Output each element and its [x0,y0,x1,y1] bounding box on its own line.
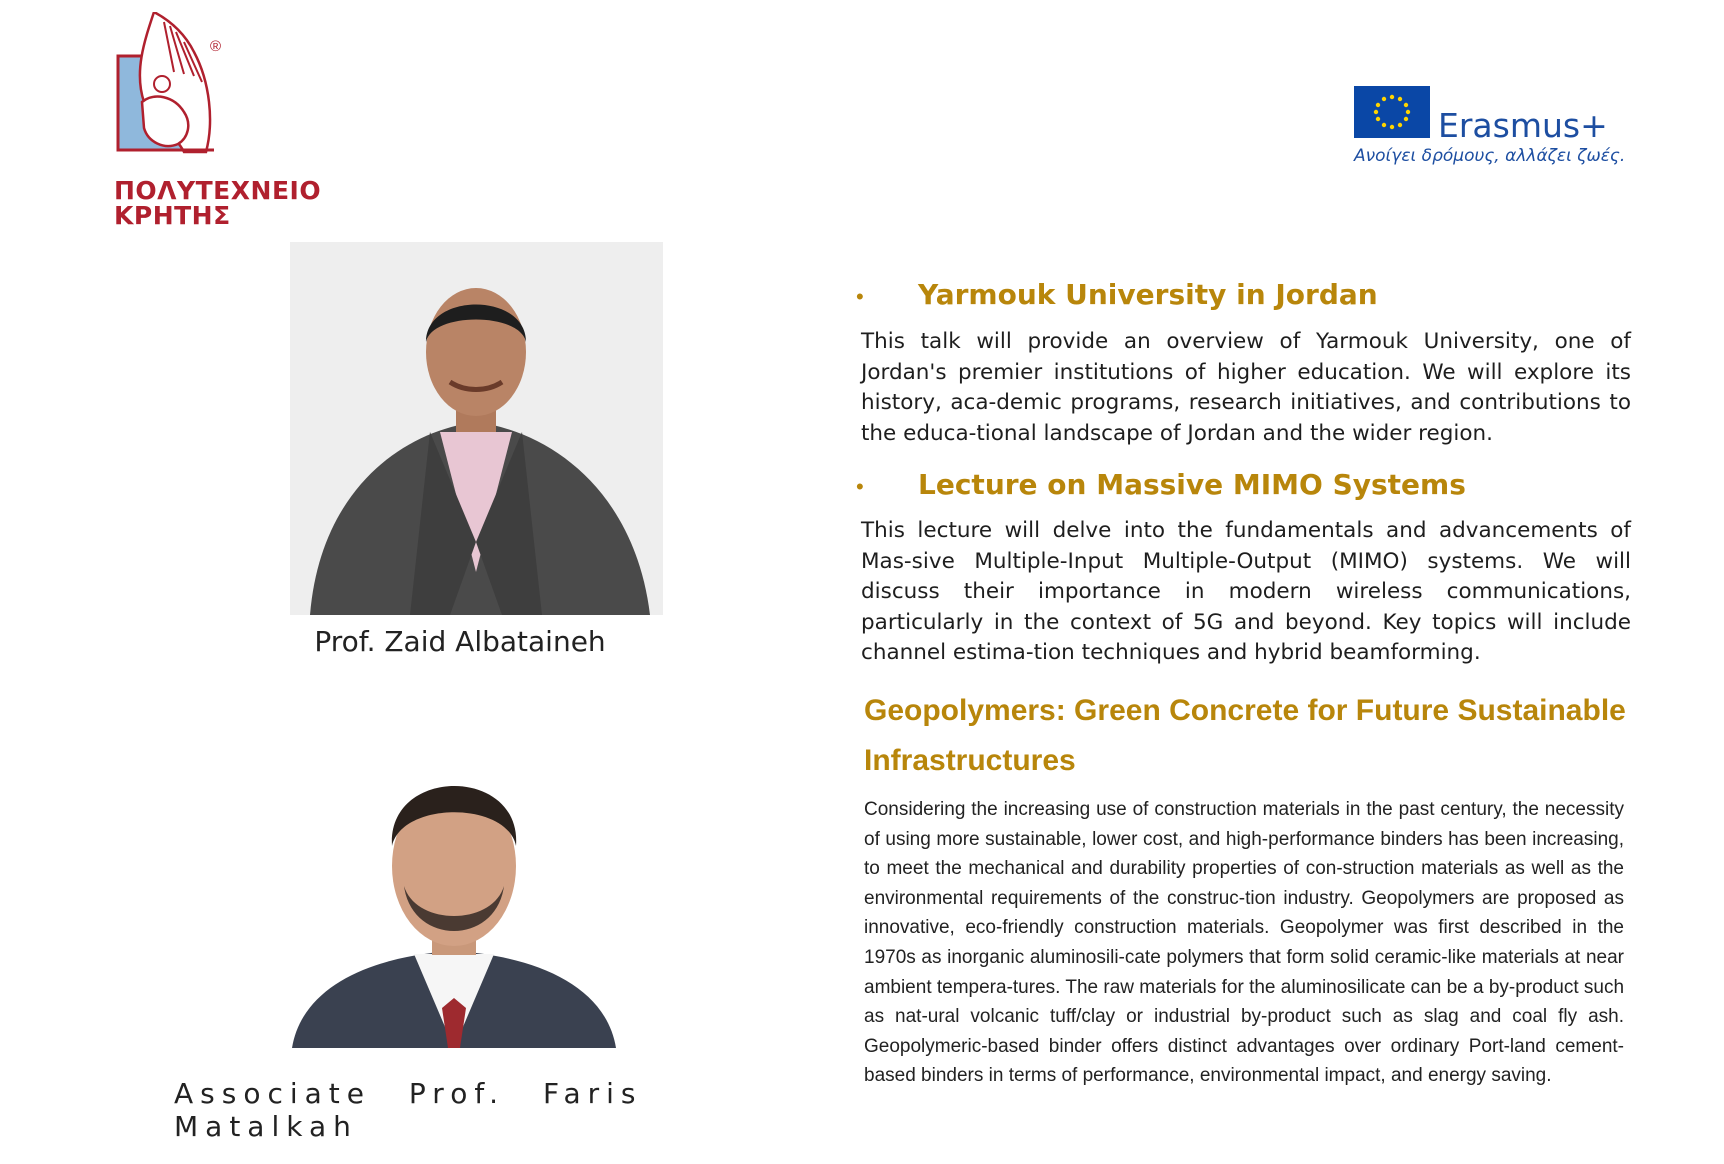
talk-description-3: Considering the increasing use of construction materials in the past century, the necessity of using more sustainable, lower cost, and high-performance binders has been increasing, to meet the mechanical and durability properties of con-struction materials as well as the environmental requirements of the construc-tion industry. Geopolymers are proposed as innovative, eco-friendly construction materials. Geopolymer was first described in the 1970s as inorganic aluminosili-cate polymers that form solid ceramic-like materials at near ambient tempera-tures. The raw materials for the aluminosilicate can be a by-product such as nat-ural volcanic tuff/clay or industrial by-product such as slag and coal fly ash. Geopolymeric-based binder offers distinct advantages over ordinary Port-land cement-based binders in terms of performance, environmental impact, and energy saving. [864,799,1625,1087]
portrait-photo-icon [290,242,663,615]
eu-flag-icon [1354,86,1430,138]
talk-description-1: This talk will provide an overview of Yarmouk University, one of Jordan's premier institutions of higher education. We will explore its history, aca-demic programs, research initiatives, and contributions to the educa-tional landscape of Jordan and the wider region. [861,329,1631,446]
talk-title-2: Lecture on Massive MIMO Systems [918,468,1466,501]
talk-description-2: This lecture will delve into the fundamentals and advancements of Mas-sive Multiple-Input Multiple-Output (MIMO) systems. We will discuss their importance in modern wireless communications, particularly in the context of 5G and beyond. Key topics will include channel estima-tion techniques and hybrid beamforming. [861,518,1631,665]
erasmus-logo [1354,86,1634,176]
erasmus-name: Erasmus+ [1438,106,1608,145]
tuc-logo [114,12,334,230]
talk-title-1: Yarmouk University in Jordan [918,278,1378,311]
erasmus-tagline: Ανοίγει δρόμους, αλλάζει ζωές. [1354,146,1626,166]
bullet-icon: • [856,284,864,309]
speaker-name-1: Prof. Zaid Albataineh [314,625,606,658]
winged-figure-emblem-icon [114,12,234,172]
speaker-name-2: Associate Prof. Faris Matalkah [174,1077,643,1143]
tuc-name-line1: ΠΟΛΥΤΕΧΝΕΙΟ [114,176,322,205]
speaker-photo-2 [292,746,616,1048]
speaker-photo-1 [290,242,663,615]
registered-mark-icon: ® [210,38,222,55]
talk-title-3: Geopolymers: Green Concrete for Future Sustainable Infrastructures [864,694,1626,777]
tuc-name-line2: ΚΡΗΤΗΣ [114,201,231,230]
portrait-photo-icon [292,746,616,1048]
bullet-icon: • [856,474,864,499]
